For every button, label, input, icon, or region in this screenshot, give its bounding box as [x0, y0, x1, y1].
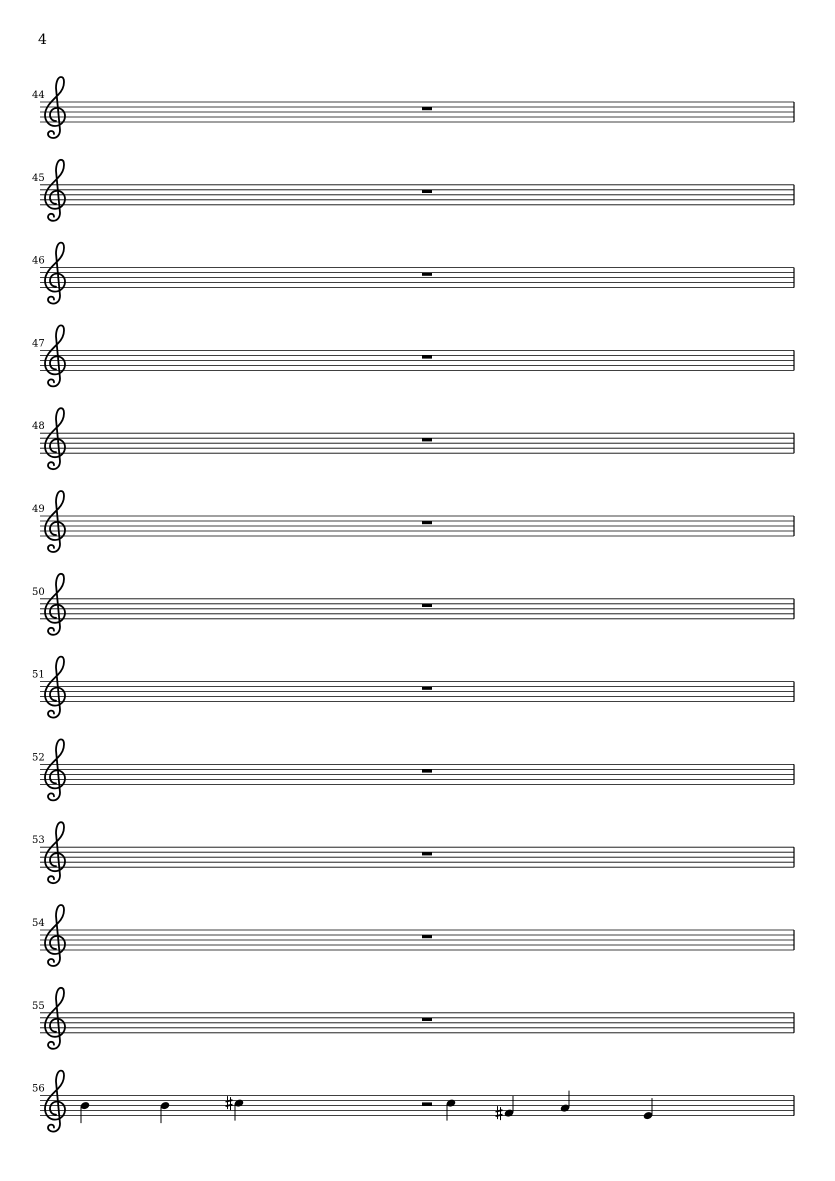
whole-rest [422, 769, 432, 772]
staff-system [32, 491, 794, 552]
treble-clef-icon [45, 243, 65, 304]
treble-clef-icon [45, 574, 65, 635]
measure-number: 48 [32, 421, 45, 433]
note [643, 1098, 654, 1120]
treble-clef-icon [45, 822, 65, 883]
staff-system [32, 657, 794, 718]
measure-number: 52 [32, 752, 45, 764]
staff-system [32, 822, 794, 883]
half-rest [422, 1102, 432, 1105]
treble-clef-icon [45, 905, 65, 966]
treble-clef-icon [45, 408, 65, 469]
note [160, 1101, 171, 1123]
whole-rest [422, 107, 432, 110]
staff-system [32, 160, 794, 221]
measure-number: 46 [32, 255, 45, 267]
measure-number: 55 [32, 1000, 45, 1012]
staff-system [32, 1071, 794, 1132]
sharp-icon [226, 1096, 233, 1110]
page-number: 4 [38, 32, 47, 48]
measure-number: 45 [32, 172, 45, 184]
note [496, 1096, 515, 1121]
staff-system [32, 739, 794, 800]
staff-system [32, 905, 794, 966]
whole-rest [422, 273, 432, 276]
treble-clef-icon [45, 739, 65, 800]
treble-clef-icon [45, 988, 65, 1049]
whole-rest [422, 355, 432, 358]
measure-number: 51 [32, 669, 45, 681]
whole-rest [422, 687, 432, 690]
staff-system [32, 77, 794, 138]
staff-system [32, 988, 794, 1049]
measure-number: 44 [32, 90, 45, 101]
whole-rest [422, 1018, 432, 1021]
treble-clef-icon [45, 325, 65, 386]
note [80, 1101, 91, 1123]
treble-clef-icon [45, 657, 65, 718]
measure-number: 47 [32, 338, 45, 350]
treble-clef-icon [45, 77, 65, 138]
staff-system [32, 243, 794, 304]
staff-system [32, 325, 794, 386]
measure-number: 53 [32, 835, 45, 847]
treble-clef-icon [45, 160, 65, 221]
measure-number: 49 [32, 504, 45, 515]
whole-rest [422, 604, 432, 607]
measure-number: 54 [32, 918, 45, 929]
whole-rest [422, 190, 432, 193]
note [560, 1091, 571, 1113]
whole-rest [422, 521, 432, 524]
whole-rest [422, 438, 432, 441]
note [446, 1098, 457, 1120]
measure-number: 50 [32, 586, 45, 598]
measure-number: 56 [32, 1083, 45, 1095]
sharp-icon [496, 1106, 503, 1120]
treble-clef-icon [45, 491, 65, 552]
whole-rest [422, 852, 432, 855]
treble-clef-icon [45, 1071, 65, 1132]
whole-rest [422, 935, 432, 938]
note [226, 1096, 245, 1121]
staff-system [32, 574, 794, 635]
staff-system [32, 408, 794, 469]
